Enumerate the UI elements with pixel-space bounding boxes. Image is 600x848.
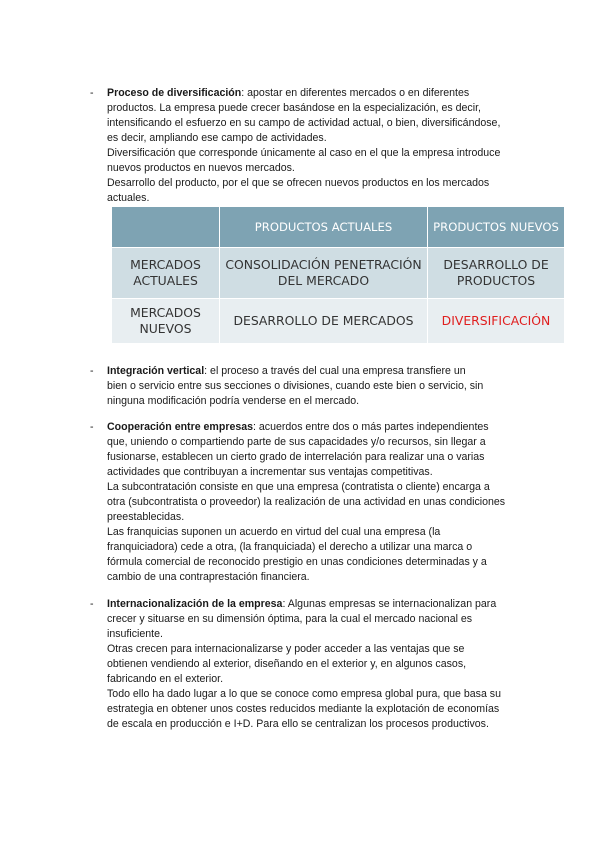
section-line: es decir, ampliando ese campo de actividades. — [107, 132, 327, 144]
section-line: Otras crecen para internacionalizarse y poder acceder a las ventajas que se — [107, 643, 465, 655]
matrix-cell-highlight: DIVERSIFICACIÓN — [428, 299, 565, 344]
section-title: Integración vertical — [107, 365, 205, 377]
matrix-cell: DESARROLLO DE MERCADOS — [220, 299, 428, 344]
section-title: Internacionalización de la empresa — [107, 598, 283, 610]
section-line: actuales. — [107, 192, 150, 204]
matrix-corner-cell — [112, 207, 220, 248]
section-cooperacion — [90, 420, 530, 585]
matrix-header-row — [112, 207, 565, 248]
list-dash: - — [90, 598, 94, 610]
section-internacionalizacion — [90, 597, 530, 732]
section-diversificacion — [90, 86, 530, 206]
section-line: Integración vertical: el proceso a través del cual una empresa transfiere un — [107, 365, 466, 377]
section-line: estrategia en obtener unos costes reducidos mediante la explotación de economías — [107, 703, 500, 715]
section-line: fabricando en el exterior. — [107, 673, 224, 685]
section-line: Las franquicias suponen un acuerdo en virtud del cual una empresa (la — [107, 526, 441, 538]
section-line: nuevos productos en nuevos mercados. — [107, 162, 295, 174]
list-dash: - — [90, 421, 94, 433]
matrix-row — [112, 299, 565, 344]
section-line: franquiciadora) cede a otra, (la franquiciada) el derecho a utilizar una marca o — [107, 541, 473, 553]
section-line: crecer y situarse en su dimensión óptima, para la cual el mercado nacional es — [107, 613, 473, 625]
section-line: Desarrollo del producto, por el que se ofrecen nuevos productos en los mercados — [107, 177, 490, 189]
section-line: Diversificación que corresponde únicamente al caso en el que la empresa introduce — [107, 147, 501, 159]
matrix-cell: CONSOLIDACIÓN PENETRACIÓN DEL MERCADO — [220, 248, 428, 299]
section-line: Proceso de diversificación: apostar en diferentes mercados o en diferentes — [107, 87, 470, 99]
section-title: Cooperación entre empresas — [107, 421, 254, 433]
section-line: productos. La empresa puede crecer basándose en la especialización, es decir, — [107, 102, 481, 114]
ansoff-matrix — [111, 206, 565, 344]
matrix-header-cell: PRODUCTOS ACTUALES — [220, 207, 428, 248]
section-integracion — [90, 364, 530, 409]
section-line: preestablecidas. — [107, 511, 185, 523]
matrix-row-label: MERCADOS NUEVOS — [112, 299, 220, 344]
section-line: bien o servicio entre sus secciones o divisiones, cuando este bien o servicio, sin — [107, 380, 484, 392]
matrix-header-cell: PRODUCTOS NUEVOS — [428, 207, 565, 248]
matrix-cell: DESARROLLO DE PRODUCTOS — [428, 248, 565, 299]
section-line: La subcontratación consiste en que una empresa (contratista o cliente) encarga a — [107, 481, 490, 493]
section-line: actividades que contribuyan a incrementar sus ventajas competitivas. — [107, 466, 433, 478]
matrix-row-label: MERCADOS ACTUALES — [112, 248, 220, 299]
section-line: fusionarse, establecen un cierto grado de interrelación para realizar una o varias — [107, 451, 485, 463]
section-line: insuficiente. — [107, 628, 163, 640]
section-line: obtienen vendiendo al exterior, diseñando en el exterior y, en algunos casos, — [107, 658, 467, 670]
section-line: Todo ello ha dado lugar a lo que se conoce como empresa global pura, que basa su — [107, 688, 502, 700]
matrix-row — [112, 248, 565, 299]
section-line: otra (subcontratista o proveedor) la realización de una actividad en unas condiciones — [107, 496, 506, 508]
list-dash: - — [90, 365, 94, 377]
section-line: ninguna modificación podría venderse en el mercado. — [107, 395, 360, 407]
section-line: Internacionalización de la empresa: Algunas empresas se internacionalizan para — [107, 598, 497, 610]
section-line: Cooperación entre empresas: acuerdos entre dos o más partes independientes — [107, 421, 489, 433]
section-line: intensificando el esfuerzo en su campo de actividad actual, o bien, diversificándose, — [107, 117, 501, 129]
section-line: fórmula comercial de reconocido prestigio en unas condiciones determinadas y a — [107, 556, 487, 568]
section-line: cambio de una contraprestación financiera. — [107, 571, 310, 583]
section-line: que, uniendo o compartiendo parte de sus capacidades y/o recursos, sin llegar a — [107, 436, 486, 448]
section-title: Proceso de diversificación — [107, 87, 242, 99]
section-line: de escala en producción e I+D. Para ello se centralizan los procesos productivos. — [107, 718, 489, 730]
list-dash: - — [90, 87, 94, 99]
